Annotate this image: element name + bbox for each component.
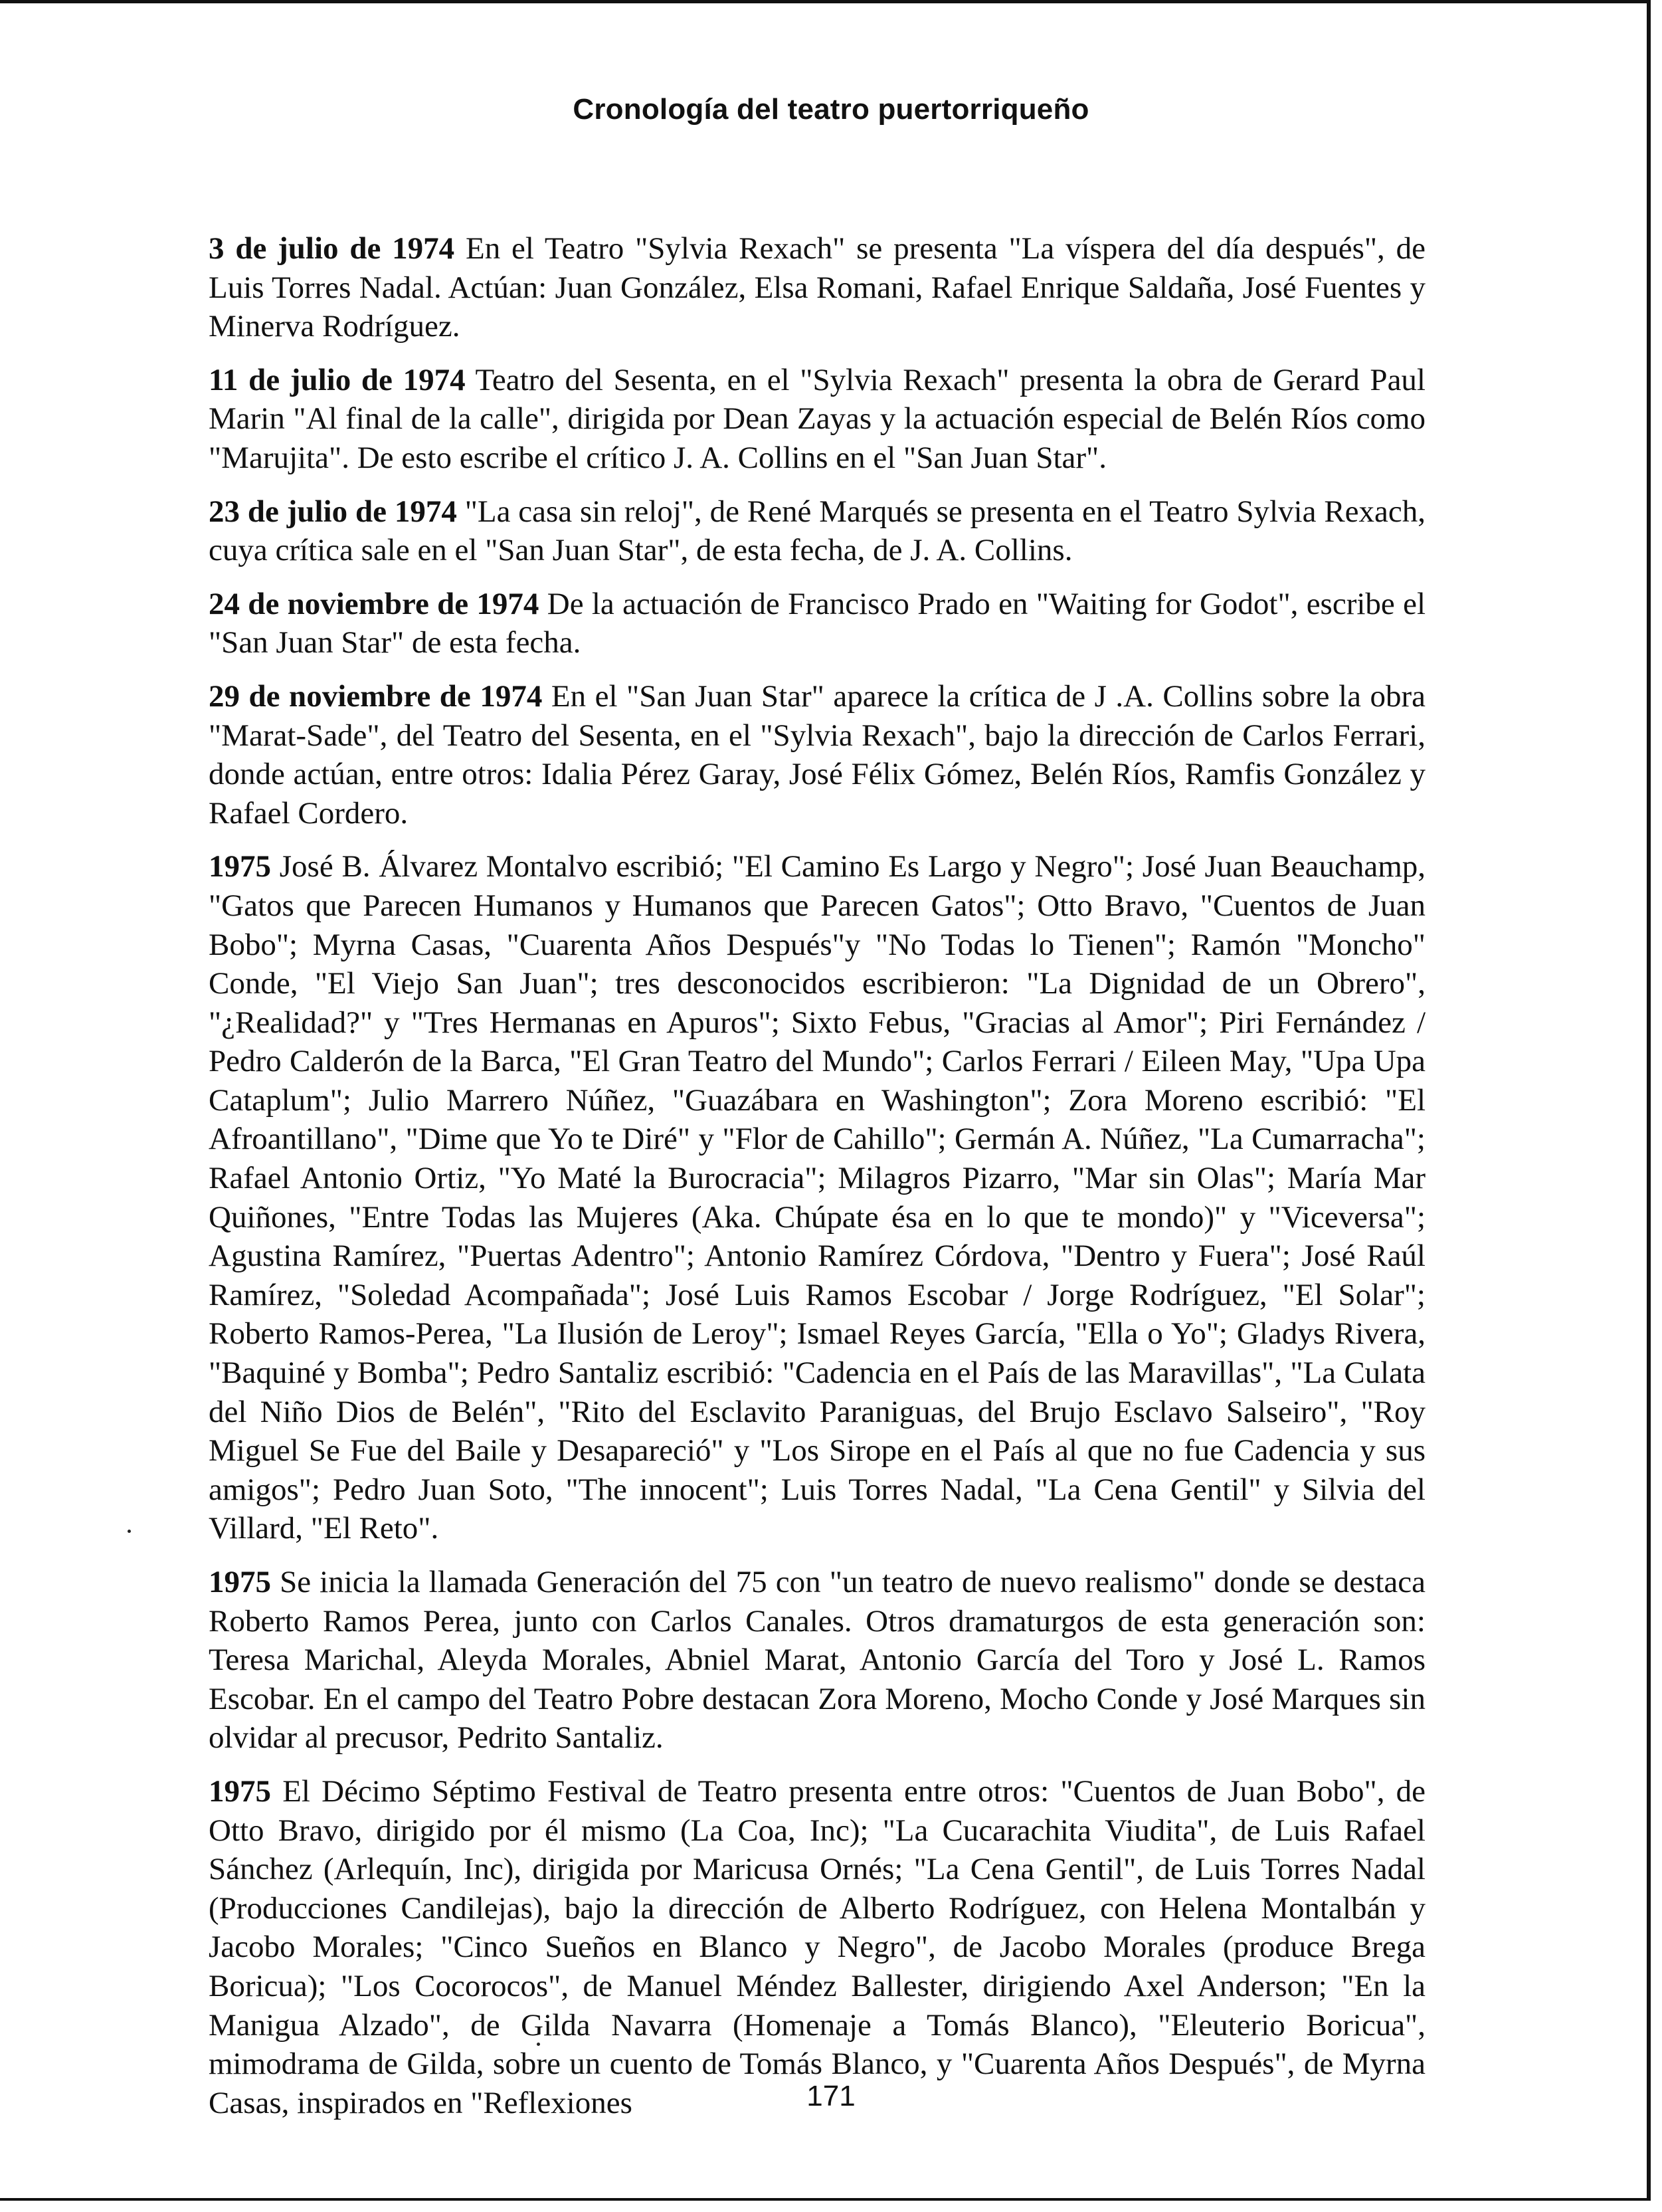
entry-text: El Décimo Séptimo Festival de Teatro presenta entre otros: "Cuentos de Juan Bobo", de Otto Bravo, dirigido por él mismo (La Coa, Inc); "La Cucarachita Viudita", de Luis Rafael Sánchez (Arlequín, Inc), dirigida por Maricusa Ornés; "La Cena Gentil", de Luis Torres Nadal (Producciones Candilejas), bajo la dirección de Alberto Rodríguez, con Helena Montalbán y Jacobo Morales; "Cinco Sueños en Blanco y Negro", de Jacobo Morales (produce Brega Boricua); "Los Cocorocos", de Manuel Méndez Ballester, dirigiendo Axel Anderson; "En la Manigua Alzado", de Gilda Navarra (Homenaje a Tomás Blanco), "Eleuterio Boricua", mimodrama de Gilda, sobre un cuento de Tomás Blanco, y "Cuarenta Años Después", de Myrna Casas, inspirados en "Reflexiones — [209, 1773, 1426, 2120]
chronology-entry — [209, 1772, 1426, 2122]
entry-text: Se inicia la llamada Generación del 75 con "un teatro de nuevo realismo" donde se destaca Roberto Ramos Perea, junto con Carlos Canales. Otros dramaturgos de esta generación son: Teresa Marichal, Aleyda Morales, Abniel Marat, Antonio García del Toro y José L. Ramos Escobar. En el campo del Teatro Pobre destacan Zora Moreno, Mocho Conde y José Marques sin olvidar al precusor, Pedrito Santaliz. — [209, 1565, 1426, 1756]
entry-date: 29 de noviembre de 1974 — [209, 678, 543, 714]
scan-speck — [128, 1530, 131, 1533]
entry-text: "La casa sin reloj", de René Marqués se presenta en el Teatro Sylvia Rexach, cuya crítica sale en el "San Juan Star", de esta fecha, de J. A. Collins. — [209, 494, 1426, 568]
entry-date: 23 de julio de 1974 — [209, 494, 457, 529]
chronology-entry — [209, 847, 1426, 1548]
entry-date: 1975 — [209, 1565, 271, 1599]
entry-text: En el "San Juan Star" aparece la crítica de J .A. Collins sobre la obra "Marat-Sade", del Teatro del Sesenta, en el "Sylvia Rexach", bajo la dirección de Carlos Ferrari, donde actúan, entre otros: Idalia Pérez Garay, José Félix Gómez, Belén Ríos, Ramfis González y Rafael Cordero. — [209, 678, 1426, 831]
entry-text: José B. Álvarez Montalvo escribió; "El Camino Es Largo y Negro"; José Juan Beauchamp, "Gatos que Parecen Humanos y Humanos que Parecen Gatos"; Otto Bravo, "Cuentos de Juan Bobo"; Myrna Casas, "Cuarenta Años Después"y "No Todas lo Tienen"; Ramón "Moncho" Conde, "El Viejo San Juan"; tres desconocidos escribieron: "La Dignidad de un Obrero", "¿Realidad?" y "Tres Hermanas en Apuros"; Sixto Febus, "Gracias al Amor"; Piri Fernández / Pedro Calderón de la Barca, "El Gran Teatro del Mundo"; Carlos Ferrari / Eileen May, "Upa Upa Cataplum"; Julio Marrero Núñez, "Guazábara en Washington"; Zora Moreno escribió: "El Afroantillano", "Dime que Yo te Diré" y "Flor de Cahillo"; Germán A. Núñez, "La Cumarracha"; Rafael Antonio Ortiz, "Yo Maté la Burocracia"; Milagros Pizarro, "Mar sin Olas"; María Mar Quiñones, "Entre Todas las Mujeres (Aka. Chúpate ésa en lo que te mondo)" y "Viceversa"; Agustina Ramírez, "Puertas Adentro"; Antonio Ramírez Córdova, "Dentro y Fuera"; José Raúl Ramírez, "Soledad Acompañada"; José Luis Ramos Escobar / Jorge Rodríguez, "El Solar"; Roberto Ramos-Perea, "La Ilusión de Leroy"; Ismael Reyes García, "Ella o Yo"; Gladys Rivera, "Baquiné y Bomba"; Pedro Santaliz escribió: "Cadencia en el País de las Maravillas", "La Culata del Niño Dios de Belén", "Rito del Esclavito Paraniguas, del Brujo Esclavo Salseiro", "Roy Miguel Se Fue del Baile y Desapareció" y "Los Sirope en el País al que no fue Cadencia y sus amigos"; Pedro Juan Soto, "The innocent"; Luis Torres Nadal, "La Cena Gentil" y Silvia del Villard, "El Reto". — [209, 849, 1426, 1546]
entry-text: Teatro del Sesenta, en el "Sylvia Rexach" presenta la obra de Gerard Paul Marin "Al final de la calle", dirigida por Dean Zayas y la actuación especial de Belén Ríos como "Marujita". De esto escribe el crítico J. A. Collins en el "San Juan Star". — [209, 362, 1426, 475]
entry-text: De la actuación de Francisco Prado en "Waiting for Godot", escribe el "San Juan Star" de esta fecha. — [209, 586, 1426, 660]
entry-date: 1975 — [209, 849, 271, 884]
entry-text: En el Teatro "Sylvia Rexach" se presenta "La víspera del día después", de Luis Torres Nadal. Actúan: Juan González, Elsa Romani, Rafael Enrique Saldaña, José Fuentes y Minerva Rodríguez. — [209, 231, 1426, 344]
entry-date: 3 de julio de 1974 — [209, 231, 455, 266]
chronology-entry — [209, 585, 1426, 662]
entry-date: 1975 — [209, 1773, 271, 1809]
chronology-entry — [209, 1563, 1426, 1758]
running-head-title: Cronología del teatro puertorriqueño — [573, 93, 1089, 126]
chronology-entry — [209, 229, 1426, 346]
entry-date: 11 de julio de 1974 — [209, 362, 466, 397]
chronology-entry — [209, 677, 1426, 833]
page-number: 171 — [806, 2080, 856, 2112]
chronology-body — [209, 229, 1426, 2137]
chronology-entry — [209, 361, 1426, 478]
entry-date: 24 de noviembre de 1974 — [209, 586, 539, 621]
scan-speck — [537, 2043, 540, 2046]
chronology-entry — [209, 492, 1426, 570]
